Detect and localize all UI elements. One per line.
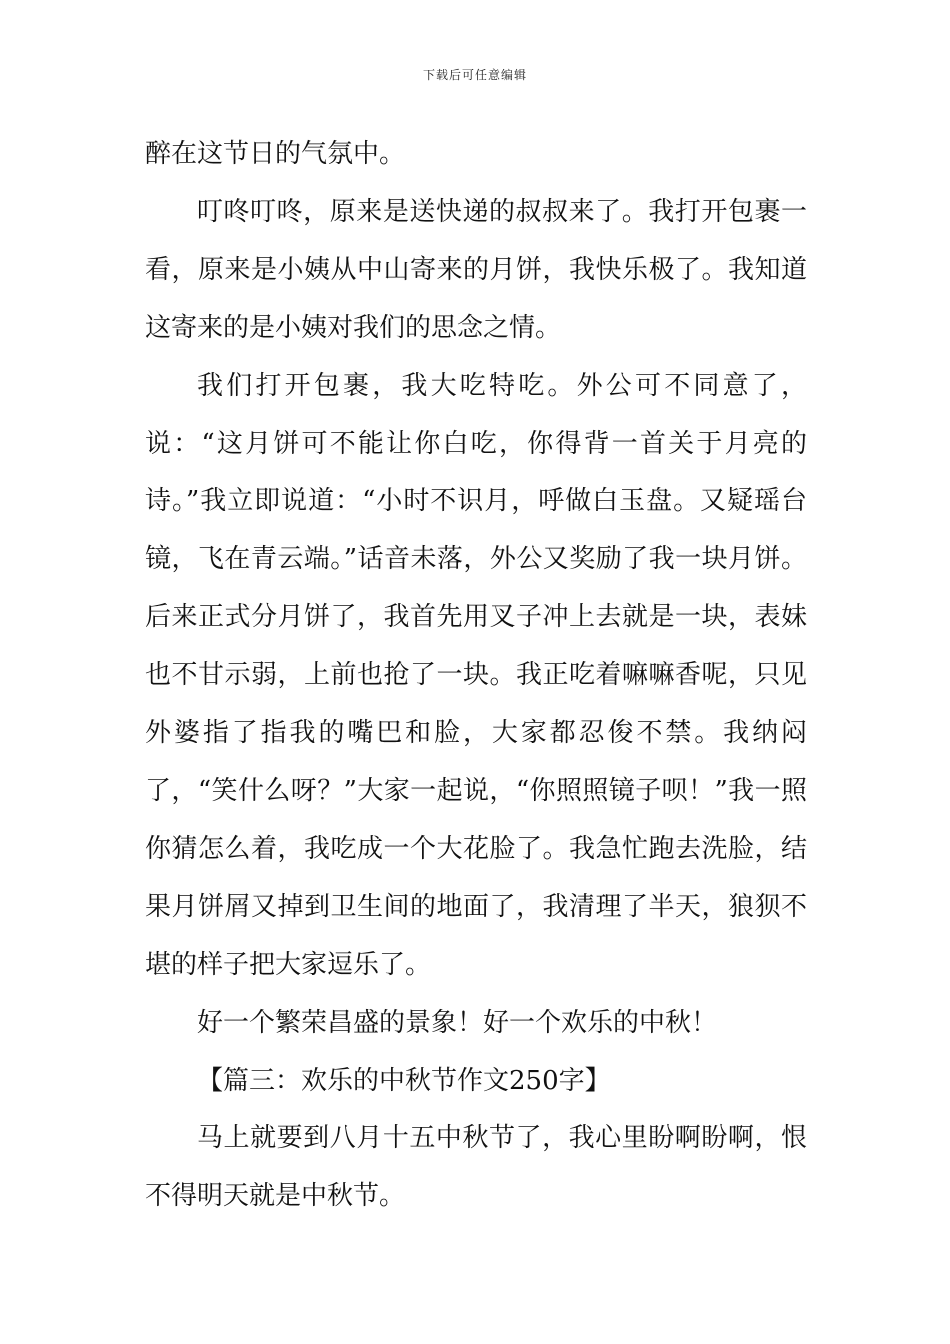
section-heading: 【篇三：欢乐的中秋节作文250字】 xyxy=(197,1065,611,1096)
paragraph-conclusion: 好一个繁荣昌盛的景象！好一个欢乐的中秋！ xyxy=(197,1007,718,1038)
document-body xyxy=(145,126,807,1226)
paragraph-mooncake-story: 我们打开包裹，我大吃特吃。外公可不同意了，说：“这月饼可不能让你白吃，你得背一首关于月亮的诗。”我立即说道：“小时不识月，呼做白玉盘。又疑瑶台镜，飞在青云端。”话音未落，外公又奖励了我一块月饼。后来正式分月饼了，我首先用叉子冲上去就是一块，表妹也不甘示弱，上前也抢了一块。我正吃着嘛嘛香呢，只见外婆指了指我的嘴巴和脸，大家都忍俊不禁。我纳闷了，“笑什么呀？”大家一起说，“你照照镜子呗！”我一照你猜怎么着，我吃成一个大花脸了。我急忙跑去洗脸，结果月饼屑又掉到卫生间的地面了，我清理了半天，狼狈不堪的样子把大家逗乐了。 xyxy=(145,370,807,980)
paragraph-continuation: 醉在这节日的气氛中。 xyxy=(145,139,406,169)
paragraph-delivery: 叮咚叮咚，原来是送快递的叔叔来了。我打开包裹一看，原来是小姨从中山寄来的月饼，我快乐极了。我知道这寄来的是小姨对我们的思念之情。 xyxy=(145,196,807,343)
page-header: 下载后可任意编辑 xyxy=(422,68,527,82)
paragraph-anticipation: 马上就要到八月十五中秋节了，我心里盼啊盼啊，恨不得明天就是中秋节。 xyxy=(145,1123,807,1212)
